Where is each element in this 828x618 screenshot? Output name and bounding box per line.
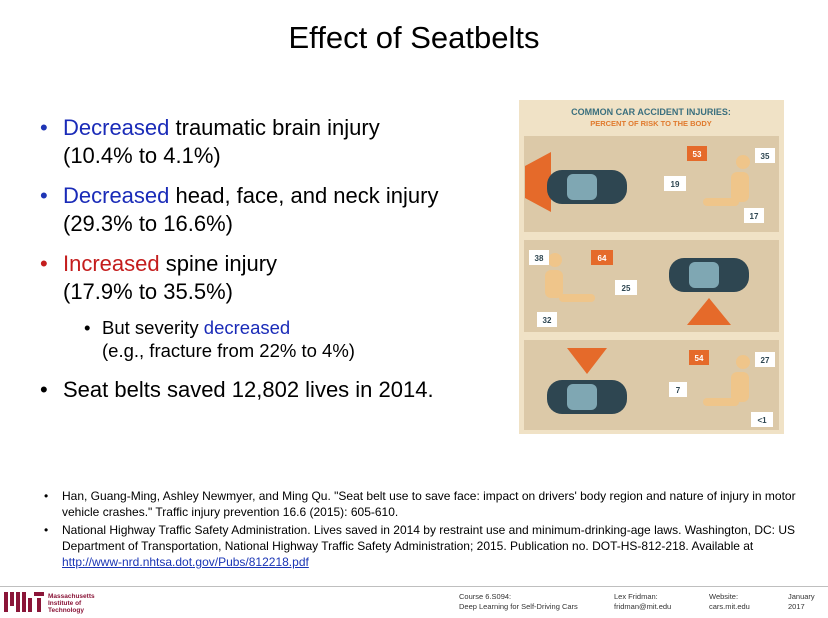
sub-bullet-severity — [84, 316, 510, 362]
footer-date — [788, 592, 815, 612]
sub-bullet-stat: (e.g., fracture from 22% to 4%) — [102, 340, 355, 361]
stat-value: 27 — [760, 356, 770, 365]
person-icon — [736, 355, 750, 369]
author-name: Lex Fridman: — [614, 592, 658, 601]
logo-line: Institute of — [48, 600, 82, 607]
reference-text: Han, Guang-Ming, Ashley Newmyer, and Ming Qu. "Seat belt use to save face: impact on drivers' body region and nature of injury in motor vehicle crashes." Traffic injury prevention 16.6 (2015): 605-610. — [62, 489, 796, 519]
stat-value: <1 — [757, 416, 767, 425]
infographic-subtitle: PERCENT OF RISK TO THE BODY — [590, 119, 712, 128]
stat-value: 54 — [694, 354, 704, 363]
panel-front-impact — [524, 136, 779, 232]
website-url: cars.mit.edu — [709, 602, 750, 611]
bullet-text: head, face, and neck injury — [169, 183, 439, 208]
bullet-text: Seat belts saved 12,802 lives in 2014. — [63, 377, 434, 402]
panel-rear-impact — [524, 340, 779, 430]
footer-website — [709, 592, 750, 612]
bullet-stat: (29.3% to 16.6%) — [63, 211, 233, 236]
sub-bullet-highlight: decreased — [203, 317, 291, 338]
references — [42, 488, 797, 572]
bullet-brain-injury — [40, 114, 510, 170]
bullet-marker: • — [40, 115, 48, 140]
reference-text: National Highway Traffic Safety Administration. Lives saved in 2014 by restraint use and minimum-drinking-age laws. Washington, DC: US Department of Transportation, National Highway Traffic Safety Administration; 2015. Publication no. DOT-HS-812-218. Available at — [62, 523, 796, 553]
person-icon — [736, 155, 750, 169]
bullet-marker: • — [40, 251, 48, 276]
date-year: 2017 — [788, 602, 805, 611]
stat-value: 38 — [534, 254, 544, 263]
logo-line: Massachusetts — [48, 593, 95, 600]
bullet-lives-saved — [40, 376, 510, 404]
footer-author — [614, 592, 671, 612]
person-icon — [548, 253, 562, 267]
mit-logo-icon — [4, 592, 44, 612]
stat-value: 35 — [760, 152, 770, 161]
bullet-spine-injury — [40, 250, 510, 306]
bullet-list — [40, 114, 510, 416]
stat-value: 17 — [749, 212, 759, 221]
footer-divider — [0, 586, 828, 587]
course-name: Deep Learning for Self-Driving Cars — [459, 602, 578, 611]
reference-marker: • — [44, 489, 49, 503]
reference-link[interactable]: http://www-nrd.nhtsa.dot.gov/Pubs/812218.pdf — [62, 555, 309, 569]
stat-value: 25 — [621, 284, 631, 293]
sub-bullet-marker: • — [84, 317, 91, 338]
footer-course — [459, 592, 578, 612]
stat-value: 7 — [675, 386, 681, 395]
stat-value: 53 — [692, 150, 702, 159]
injury-infographic — [519, 100, 784, 434]
stat-value: 32 — [542, 316, 552, 325]
bullet-highlight: Increased — [63, 251, 160, 276]
bullet-marker: • — [40, 183, 48, 208]
bullet-highlight: Decreased — [63, 183, 170, 208]
bullet-text: spine injury — [159, 251, 278, 276]
mit-logo — [4, 592, 95, 614]
slide-title: Effect of Seatbelts — [288, 20, 540, 55]
bullet-text: traumatic brain injury — [169, 115, 380, 140]
stat-value: 19 — [670, 180, 680, 189]
bullet-marker: • — [40, 377, 48, 402]
reference-marker: • — [44, 523, 49, 537]
logo-line: Technology — [48, 607, 84, 614]
author-email: fridman@mit.edu — [614, 602, 672, 611]
bullet-stat: (10.4% to 4.1%) — [63, 143, 221, 168]
reference-item — [42, 488, 797, 520]
panel-side-impact — [524, 240, 779, 332]
date-month: January — [788, 592, 815, 601]
reference-item — [42, 522, 797, 570]
stat-value: 64 — [597, 254, 607, 263]
course-label: Course 6.S094: — [459, 592, 512, 601]
bullet-stat: (17.9% to 35.5%) — [63, 279, 233, 304]
sub-bullet-text: But severity — [102, 317, 204, 338]
website-label: Website: — [709, 592, 739, 601]
bullet-head-injury — [40, 182, 510, 238]
infographic-title: COMMON CAR ACCIDENT INJURIES: — [571, 107, 731, 117]
bullet-highlight: Decreased — [63, 115, 170, 140]
